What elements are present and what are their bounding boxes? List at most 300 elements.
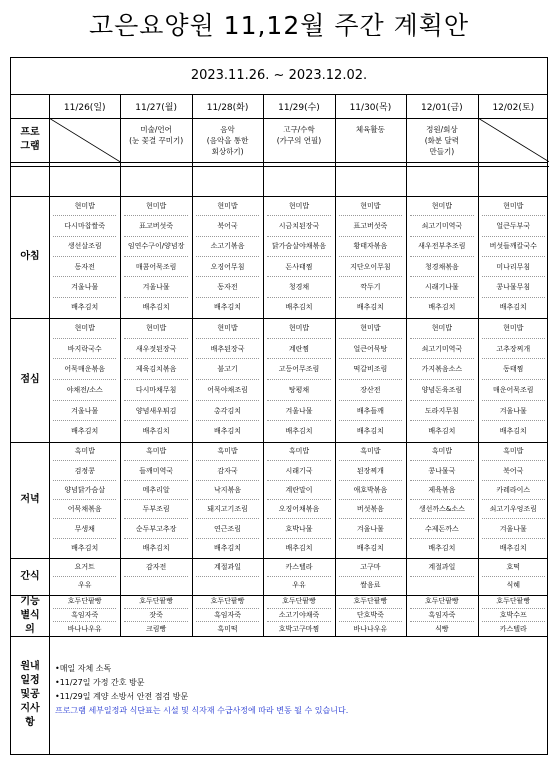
- item-separator: [482, 538, 545, 539]
- lunch-item: 현미밥: [145, 323, 167, 332]
- functional_food-item: 호두단팥빵: [353, 597, 388, 606]
- functional_food-item: 호두단팥빵: [282, 597, 316, 606]
- lunch-item: 양념새우튀김: [135, 406, 177, 415]
- breakfast-item: 얼큰두부국: [496, 222, 531, 230]
- lunch-item: 제육김치볶음: [135, 365, 177, 374]
- item-separator: [196, 256, 259, 257]
- lunch-item: 겨울나물: [499, 406, 527, 415]
- item-separator: [196, 460, 259, 461]
- item-separator: [482, 608, 545, 609]
- item-separator: [482, 518, 545, 519]
- item-separator: [482, 215, 545, 216]
- breakfast-item: 현미밥: [431, 201, 452, 210]
- functional_food-item: 카스텔라: [499, 624, 527, 633]
- item-separator: [267, 621, 330, 622]
- functional_food-item: 흑임자죽: [214, 611, 242, 619]
- item-separator: [410, 276, 473, 277]
- table-rule: [49, 94, 50, 636]
- dinner-item: 쇠고기우엉조림: [489, 505, 537, 514]
- item-separator: [267, 420, 330, 421]
- item-separator: [410, 236, 473, 237]
- item-separator: [124, 358, 187, 359]
- lunch-item: 배추들깨: [356, 406, 384, 415]
- item-separator: [196, 608, 259, 609]
- lunch-item: 얼큰어묵탕: [353, 344, 388, 353]
- lunch-item: 배추된장국: [210, 344, 245, 353]
- dinner-item: 배추김치: [499, 543, 527, 552]
- dinner-item: 겨울나물: [499, 524, 527, 533]
- item-separator: [267, 379, 330, 380]
- item-separator: [482, 460, 545, 461]
- breakfast-item: 배추김치: [142, 303, 170, 312]
- item-separator: [53, 276, 116, 277]
- item-separator: [339, 256, 402, 257]
- breakfast-item: 쇠고기미역국: [421, 222, 463, 230]
- functional_food-item: 바나나우유: [353, 624, 388, 633]
- item-separator: [124, 276, 187, 277]
- lunch-item: 쇠고기미역국: [421, 344, 463, 353]
- dinner-item: 겨울나물: [356, 524, 384, 533]
- snack-item: 식혜: [506, 581, 521, 590]
- breakfast-label: 아침: [20, 251, 40, 262]
- dinner-item: 무생채: [74, 524, 95, 533]
- item-separator: [267, 400, 330, 401]
- snack-item: 계절과일: [428, 562, 456, 571]
- functional_food-item: 호두단팥빵: [67, 597, 102, 606]
- item-separator: [196, 236, 259, 237]
- program-label: 프로그램: [20, 127, 40, 152]
- breakfast-item: 현미밥: [503, 201, 524, 210]
- dinner-item: 어묵채볶음: [67, 505, 102, 514]
- item-separator: [124, 236, 187, 237]
- item-separator: [339, 608, 402, 609]
- breakfast-item: 배추김치: [214, 303, 242, 312]
- breakfast-item: 매콤어묵조림: [135, 262, 177, 271]
- item-separator: [53, 379, 116, 380]
- functional_food-item: 잣죽: [149, 611, 163, 619]
- item-separator: [410, 576, 473, 577]
- item-separator: [53, 338, 116, 339]
- item-separator: [124, 538, 187, 539]
- breakfast-item: 북어국: [217, 222, 238, 230]
- notice-label: 원내일정및공지사항: [20, 661, 40, 728]
- item-separator: [267, 256, 330, 257]
- item-separator: [410, 499, 473, 500]
- dinner-item: 흑미밥: [74, 447, 95, 456]
- item-separator: [53, 499, 116, 500]
- dinner-item: 순두부고추장: [135, 524, 177, 533]
- breakfast-item: 버섯들깨칼국수: [489, 242, 537, 251]
- breakfast-item: 오징어무침: [210, 262, 245, 271]
- dinner-item: 된장찌개: [356, 466, 384, 475]
- item-separator: [482, 358, 545, 359]
- snack-item: 우유: [292, 581, 306, 590]
- item-separator: [339, 420, 402, 421]
- item-separator: [124, 215, 187, 216]
- dinner-label: 저녁: [20, 494, 40, 505]
- breakfast-item: 소고기볶음: [210, 242, 245, 251]
- dinner-item: 북어국: [503, 466, 524, 475]
- breakfast-item: 생선살조림: [67, 242, 102, 251]
- item-separator: [410, 338, 473, 339]
- snack-item: 고구마: [360, 562, 381, 571]
- lunch-item: 떡갈비조림: [353, 365, 388, 374]
- breakfast-item: 닭가슴살야채볶음: [271, 242, 327, 251]
- lunch-item: 겨울나물: [71, 406, 99, 415]
- item-separator: [124, 576, 187, 577]
- dinner-item: 카레라이스: [496, 485, 531, 494]
- dinner-item: 배추김치: [142, 543, 170, 552]
- program-cell: 미술/언어 (눈 꽃결 꾸미기): [129, 125, 184, 145]
- empty-cell-diagonal: [478, 118, 549, 162]
- lunch-item: 현미밥: [503, 323, 524, 332]
- dinner-item: 들깨미역국: [139, 466, 174, 475]
- breakfast-item: 황태자볶음: [353, 242, 388, 251]
- item-separator: [339, 400, 402, 401]
- item-separator: [339, 518, 402, 519]
- breakfast-item: 배추김치: [428, 303, 456, 312]
- table-rule: [11, 162, 547, 163]
- item-separator: [410, 518, 473, 519]
- item-separator: [339, 215, 402, 216]
- breakfast-item: 현미밥: [145, 201, 167, 210]
- item-separator: [196, 338, 259, 339]
- program-cell: 고구/수학 (가구의 연필): [276, 125, 322, 145]
- item-separator: [196, 499, 259, 500]
- dinner-item: 배추김치: [428, 543, 456, 552]
- dinner-item: 배추김치: [71, 543, 99, 552]
- program-cell: 체육활동: [355, 125, 385, 134]
- functional_food-item: 단호박죽: [356, 611, 384, 619]
- lunch-item: 장산전: [360, 385, 381, 394]
- dinner-item: 제육볶음: [428, 485, 456, 494]
- functional_food-item: 호두단팥빵: [210, 597, 245, 606]
- breakfast-item: 배추김치: [356, 303, 384, 312]
- lunch-item: 배추김치: [214, 427, 242, 436]
- snack-label: 간식: [20, 570, 40, 582]
- lunch-item: 불고기: [217, 365, 238, 374]
- snack-item: 계절과일: [214, 562, 242, 571]
- dinner-item: 연근조림: [214, 524, 242, 533]
- functional_food-item: 호두단팥빵: [424, 597, 459, 606]
- item-separator: [124, 420, 187, 421]
- table-rule: [192, 94, 193, 636]
- snack-item: 우유: [77, 581, 92, 590]
- lunch-item: 현미밥: [360, 323, 381, 332]
- lunch-item: 총각김치: [214, 406, 242, 415]
- item-separator: [196, 400, 259, 401]
- item-separator: [124, 480, 187, 481]
- item-separator: [482, 480, 545, 481]
- lunch-item: 동태찜: [503, 365, 524, 374]
- dinner-item: 버섯볶음: [356, 505, 384, 514]
- breakfast-item: 다시마찹쌀죽: [64, 222, 105, 230]
- item-separator: [124, 499, 187, 500]
- functional_food-item: 크림빵: [145, 624, 167, 633]
- functional_food-item: 바나나우유: [67, 624, 102, 633]
- item-separator: [339, 499, 402, 500]
- functional_food-item: 호박고구마찜: [278, 624, 320, 633]
- lunch-item: 배추김치: [142, 427, 170, 436]
- dinner-item: 흑미밥: [503, 447, 524, 456]
- breakfast-item: 새우전부추조림: [418, 242, 466, 251]
- item-separator: [53, 400, 116, 401]
- table-rule: [263, 94, 264, 636]
- page-title: 고은요양원 11,12월 주간 계획안: [88, 11, 470, 40]
- dinner-item: 흑미밥: [217, 447, 238, 456]
- functional_food-item: 흑미떡: [217, 624, 238, 633]
- item-separator: [124, 608, 187, 609]
- dinner-item: 감자국: [217, 466, 238, 475]
- item-separator: [196, 576, 259, 577]
- item-separator: [124, 256, 187, 257]
- snack-item: 요거트: [74, 562, 95, 571]
- breakfast-item: 동자전: [74, 262, 95, 271]
- breakfast-item: 시래기나물: [424, 283, 459, 291]
- item-separator: [482, 499, 545, 500]
- dinner-item: 호박나물: [285, 524, 313, 533]
- breakfast-item: 콩나물무침: [496, 283, 531, 291]
- dinner-item: 흑미밥: [431, 447, 452, 456]
- table-rule: [120, 94, 121, 636]
- lunch-item: 겨울나물: [285, 406, 313, 415]
- dinner-item: 오징어채볶음: [278, 505, 320, 514]
- table-rule: [11, 558, 547, 559]
- item-separator: [267, 480, 330, 481]
- lunch-label: 점심: [20, 374, 40, 385]
- breakfast-item: 임연수구이/양념장: [127, 242, 185, 251]
- table-rule: [49, 636, 50, 754]
- breakfast-item: 겨울나물: [142, 283, 170, 291]
- day-header: 12/01(금): [421, 103, 463, 113]
- dinner-item: 낙지볶음: [214, 485, 242, 494]
- item-separator: [410, 215, 473, 216]
- lunch-item: 가지볶음소스: [421, 365, 463, 374]
- notice-item: •11/29일 계양 소방서 안전 점검 방문: [55, 692, 189, 701]
- item-separator: [124, 379, 187, 380]
- item-separator: [53, 358, 116, 359]
- functional_food-item: 호두단팥빵: [496, 597, 531, 606]
- dinner-item: 흑미밥: [288, 447, 310, 456]
- functional_food-item: 호두단팥빵: [139, 597, 174, 606]
- item-separator: [410, 460, 473, 461]
- lunch-item: 매운어묵조림: [492, 385, 534, 394]
- breakfast-item: 지단오이무침: [350, 262, 391, 271]
- item-separator: [267, 538, 330, 539]
- lunch-item: 배추김치: [499, 427, 527, 436]
- item-separator: [53, 538, 116, 539]
- day-header: 11/26(일): [63, 103, 106, 113]
- item-separator: [482, 256, 545, 257]
- breakfast-item: 표고버섯죽: [353, 222, 388, 230]
- dinner-item: 배추김치: [356, 543, 384, 552]
- item-separator: [124, 338, 187, 339]
- item-separator: [53, 518, 116, 519]
- dinner-item: 두부조림: [142, 505, 170, 514]
- date-range: 2023.11.26. ~ 2023.12.02.: [190, 68, 368, 83]
- item-separator: [267, 215, 330, 216]
- breakfast-item: 표고버섯죽: [139, 222, 174, 230]
- functional_food-item: 소고기야채죽: [278, 611, 320, 619]
- table-rule: [11, 94, 547, 95]
- item-separator: [339, 236, 402, 237]
- dinner-item: 배추김치: [285, 543, 313, 552]
- item-separator: [196, 538, 259, 539]
- item-separator: [482, 576, 545, 577]
- lunch-item: 야채전/소스: [66, 385, 103, 394]
- item-separator: [53, 420, 116, 421]
- item-separator: [339, 480, 402, 481]
- dinner-item: 돼지고기조림: [207, 505, 248, 514]
- item-separator: [267, 358, 330, 359]
- table-rule: [11, 442, 547, 443]
- item-separator: [482, 276, 545, 277]
- lunch-item: 양념돈육조림: [421, 385, 463, 394]
- lunch-item: 현미밥: [288, 323, 310, 332]
- breakfast-item: 겨울나물: [71, 283, 99, 291]
- lunch-item: 계란찜: [288, 344, 310, 353]
- dinner-item: 양념닭가슴살: [64, 485, 105, 494]
- snack-item: 쌀음료: [360, 581, 381, 590]
- item-separator: [482, 297, 545, 298]
- item-separator: [482, 420, 545, 421]
- item-separator: [196, 420, 259, 421]
- item-separator: [53, 297, 116, 298]
- table-rule: [11, 166, 549, 167]
- day-header: 11/27(월): [135, 103, 177, 113]
- breakfast-item: 배추김치: [71, 303, 99, 312]
- item-separator: [482, 621, 545, 622]
- lunch-item: 배추김치: [356, 427, 384, 436]
- dinner-item: 배추김치: [214, 543, 242, 552]
- dinner-item: 검정콩: [74, 466, 95, 475]
- lunch-item: 고등어무조림: [278, 365, 320, 374]
- table-rule: [11, 196, 547, 197]
- lunch-item: 고추장찌개: [496, 344, 531, 353]
- dinner-item: 콩나물국: [428, 466, 456, 475]
- table-rule: [478, 94, 479, 636]
- lunch-item: 배추김치: [285, 427, 313, 436]
- item-separator: [267, 276, 330, 277]
- lunch-item: 현미밥: [74, 323, 95, 332]
- item-separator: [267, 499, 330, 500]
- item-separator: [53, 576, 116, 577]
- weekly-plan-table: [10, 57, 548, 755]
- breakfast-item: 깍두기: [360, 283, 381, 291]
- lunch-item: 배추김치: [71, 427, 99, 436]
- lunch-item: 도라지무침: [424, 406, 459, 415]
- lunch-item: 현미밥: [217, 323, 238, 332]
- item-separator: [267, 576, 330, 577]
- notice-item: •11/27일 가정 간호 방문: [55, 678, 145, 687]
- table-rule: [335, 94, 336, 636]
- item-separator: [339, 576, 402, 577]
- lunch-item: 어묵매운볶음: [64, 365, 105, 374]
- snack-item: 감자전: [145, 562, 167, 571]
- day-header: 11/29(수): [278, 103, 320, 113]
- day-header: 11/28(화): [206, 103, 249, 113]
- item-separator: [196, 518, 259, 519]
- table-rule: [406, 94, 407, 636]
- snack-item: 카스텔라: [285, 562, 313, 571]
- item-separator: [339, 460, 402, 461]
- item-separator: [410, 379, 473, 380]
- item-separator: [267, 608, 330, 609]
- functional_food-item: 식빵: [435, 624, 449, 633]
- snack-item: 호떡: [506, 562, 521, 571]
- lunch-item: 어묵야채조림: [207, 385, 248, 394]
- lunch-item: 새우젓된장국: [135, 344, 177, 353]
- breakfast-item: 현미밥: [288, 201, 310, 210]
- item-separator: [339, 358, 402, 359]
- item-separator: [124, 460, 187, 461]
- breakfast-item: 현미밥: [360, 201, 381, 210]
- item-separator: [267, 338, 330, 339]
- dinner-item: 시래기국: [285, 466, 313, 475]
- item-separator: [53, 621, 116, 622]
- dinner-item: 애호박볶음: [353, 485, 388, 494]
- dinner-item: 흑미밥: [145, 447, 167, 456]
- item-separator: [53, 460, 116, 461]
- breakfast-item: 배추김치: [499, 303, 527, 312]
- lunch-item: 배추김치: [428, 427, 456, 436]
- table-rule: [11, 636, 547, 637]
- item-separator: [196, 379, 259, 380]
- item-separator: [124, 297, 187, 298]
- item-separator: [410, 621, 473, 622]
- lunch-item: 현미밥: [431, 323, 452, 332]
- item-separator: [410, 297, 473, 298]
- item-separator: [339, 379, 402, 380]
- item-separator: [339, 621, 402, 622]
- item-separator: [482, 338, 545, 339]
- item-separator: [410, 420, 473, 421]
- functional_food-item: 흑임자죽: [71, 611, 99, 619]
- item-separator: [482, 236, 545, 237]
- breakfast-item: 동자전: [217, 283, 238, 291]
- dinner-item: 계란말이: [285, 485, 313, 494]
- day-header: 11/30(목): [349, 103, 392, 113]
- table-rule: [11, 318, 547, 319]
- item-separator: [410, 608, 473, 609]
- item-separator: [124, 400, 187, 401]
- item-separator: [410, 358, 473, 359]
- item-separator: [267, 460, 330, 461]
- program-cell: 음악 (음악을 통한 회상하기): [206, 125, 249, 156]
- item-separator: [482, 400, 545, 401]
- breakfast-item: 현미밥: [74, 201, 95, 210]
- breakfast-item: 돈사태찜: [285, 262, 313, 271]
- item-separator: [267, 297, 330, 298]
- dinner-item: 흑미밥: [360, 447, 381, 456]
- item-separator: [482, 379, 545, 380]
- item-separator: [196, 358, 259, 359]
- item-separator: [53, 480, 116, 481]
- dinner-item: 수제돈까스: [424, 524, 459, 533]
- breakfast-item: 청경채볶음: [424, 262, 459, 271]
- item-separator: [53, 236, 116, 237]
- item-separator: [53, 215, 116, 216]
- dinner-item: 메추리알: [142, 485, 170, 494]
- day-header: 12/02(토): [492, 103, 535, 113]
- breakfast-item: 배추김치: [285, 303, 313, 312]
- item-separator: [196, 215, 259, 216]
- item-separator: [53, 256, 116, 257]
- item-separator: [339, 538, 402, 539]
- dinner-item: 생선까스&소스: [418, 505, 465, 514]
- item-separator: [410, 480, 473, 481]
- item-separator: [196, 297, 259, 298]
